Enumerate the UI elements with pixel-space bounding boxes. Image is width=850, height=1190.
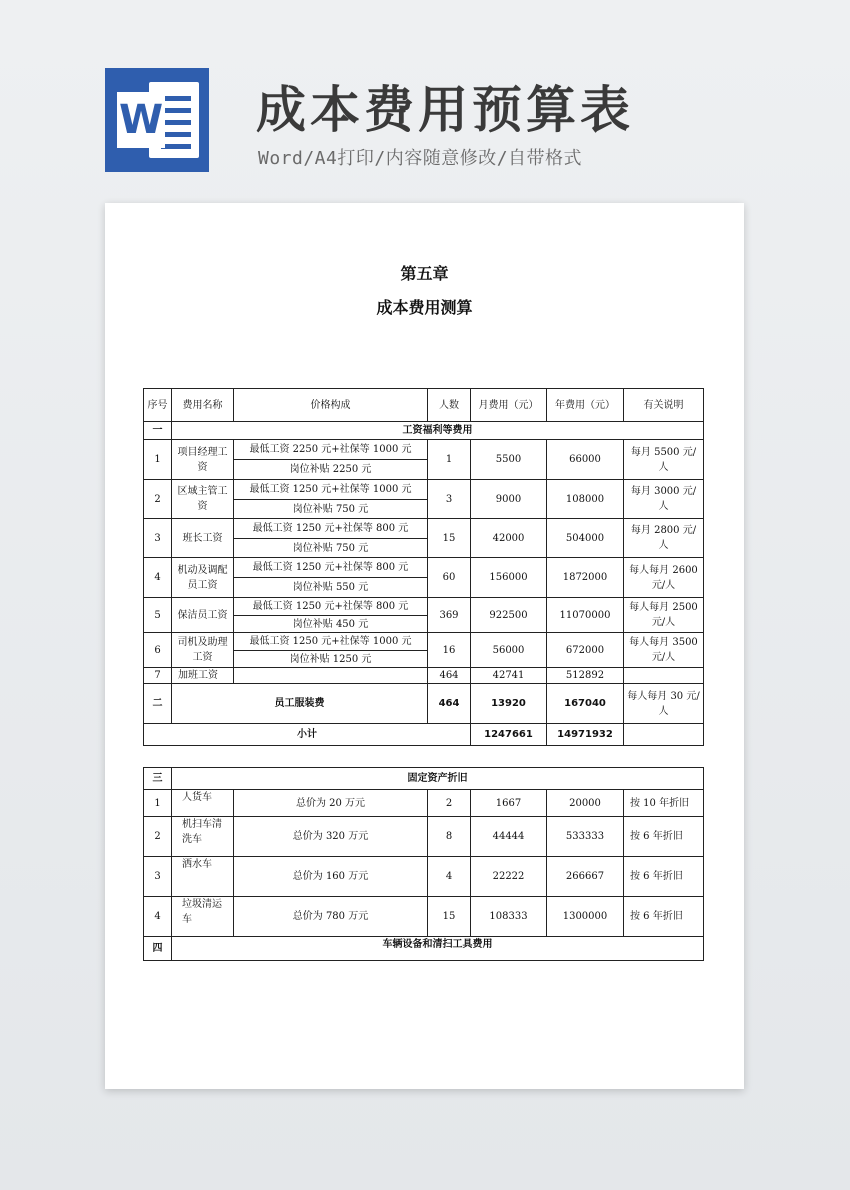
section-header-row: [144, 422, 704, 440]
section-title: 固定资产折旧: [172, 768, 704, 790]
table-row: 5 保洁员工资 最低工资 1250 元+社保等 800 元 369 922500 11070000 每人每月 2500 元/人: [144, 598, 704, 616]
header-cell: 价格构成: [234, 389, 428, 422]
header-cell: 人数: [428, 389, 471, 422]
section-header-row: [144, 768, 704, 790]
table-row: 3 洒水车 总价为 160 万元 4 22222 266667 按 6 年折旧: [144, 857, 704, 897]
section-header-row: [144, 937, 704, 961]
document-title: 成本费用测算: [376, 298, 473, 317]
header-cell: 月费用（元）: [471, 389, 547, 422]
document-page: [105, 203, 744, 1089]
section-number: 一: [144, 422, 172, 440]
section-title: 车辆设备和清扫工具费用: [172, 937, 704, 961]
word-logo: [105, 68, 209, 172]
table-row: 2 区域主管工资 最低工资 1250 元+社保等 1000 元 3 9000 108000 每月 3000 元/人: [144, 480, 704, 500]
word-w-icon: W: [117, 92, 165, 148]
section-number: 二: [144, 684, 172, 724]
header-cell: 序号: [144, 389, 172, 422]
table-row: 2 机扫车清洗车 总价为 320 万元 8 44444 533333 按 6 年折旧: [144, 817, 704, 857]
table-row: 6 司机及助理工资 最低工资 1250 元+社保等 1000 元 16 56000 672000 每人每月 3500 元/人: [144, 633, 704, 651]
table-row: 4 机动及调配员工资 最低工资 1250 元+社保等 800 元 60 156000 1872000 每人每月 2600 元/人: [144, 558, 704, 578]
section-title: 工资福利等费用: [172, 422, 704, 440]
table-row: 1 人货车 总价为 20 万元 2 1667 20000 按 10 年折旧: [144, 790, 704, 817]
table-row: 3 班长工资 最低工资 1250 元+社保等 800 元 15 42000 504000 每月 2800 元/人: [144, 519, 704, 539]
chapter-heading: 第五章: [400, 264, 449, 283]
table-row: 二 员工服装费 464 13920 167040 每人每月 30 元/人: [144, 684, 704, 724]
page-subtitle: Word/A4打印/内容随意修改/自带格式: [258, 148, 583, 169]
table-header-row: [144, 389, 704, 422]
header-cell: 有关说明: [624, 389, 704, 422]
header-cell: 费用名称: [172, 389, 234, 422]
subtotal-label: 小计: [144, 724, 471, 746]
budget-table: 序号 费用名称 价格构成 人数 月费用（元） 年费用（元） 有关说明 一 工资福利等费用 1 项目经理工资 最低工资 2250 元+社保等 1000 元 1 5500 66000 每月 5500 元/人 岗位补贴 2250 元 2 区域主管工资 最低工资 1250 元+社保等 1000 元 3 9000 108000 每月 3000 元/人 岗位补贴 750 元 3 班长工资 最低工资 1250 元+社保等 800 元 15 42000 504000 每月 2800 元/人 岗位补贴 750 元 4 机动及调配员工资 最低工资 1250 元+社保等 800 元 60 156000 1872000 每人每月 2600 元/人 岗位补贴 550 元 5 保洁员工资 最低工资 1250 元+社保等 800 元 369 922500 11070000 每人每月 2500 元/人 岗位补贴 450 元 6 司机及助理工资 最低工资 1250 元+社保等 1000 元 16 56000 672000 每人每月 3500 元/人 岗位补贴 1250 元 7 加班工资 464 42741 512892 二 员工服装费 464 13920 167040 每人每月 30 元/人 小计 1247661 14971932 三 固定资产折旧 1 人货车 总价为 20 万元 2 1667 20000 按 10 年折旧 2 机扫车清洗车 总价为 320 万元 8 44444 533333 按 6 年折旧 3 洒水车 总价为 160 万元 4 22222 266667 按 6 年折旧 4 垃圾清运车 总价为 780 万元 15 108333 1300000 按 6 年折旧 四 车辆设备和清扫工具费用: [143, 388, 704, 961]
header-cell: 年费用（元）: [547, 389, 624, 422]
section-number: 三: [144, 768, 172, 790]
table-row: 4 垃圾清运车 总价为 780 万元 15 108333 1300000 按 6 年折旧: [144, 897, 704, 937]
section-number: 四: [144, 937, 172, 961]
subtotal-row: 小计 1247661 14971932: [144, 724, 704, 746]
table-row: 1 项目经理工资 最低工资 2250 元+社保等 1000 元 1 5500 66000 每月 5500 元/人: [144, 440, 704, 460]
table-row: 7 加班工资 464 42741 512892: [144, 668, 704, 684]
spacer-row: [144, 746, 704, 768]
page-title: 成本费用预算表: [256, 81, 634, 139]
